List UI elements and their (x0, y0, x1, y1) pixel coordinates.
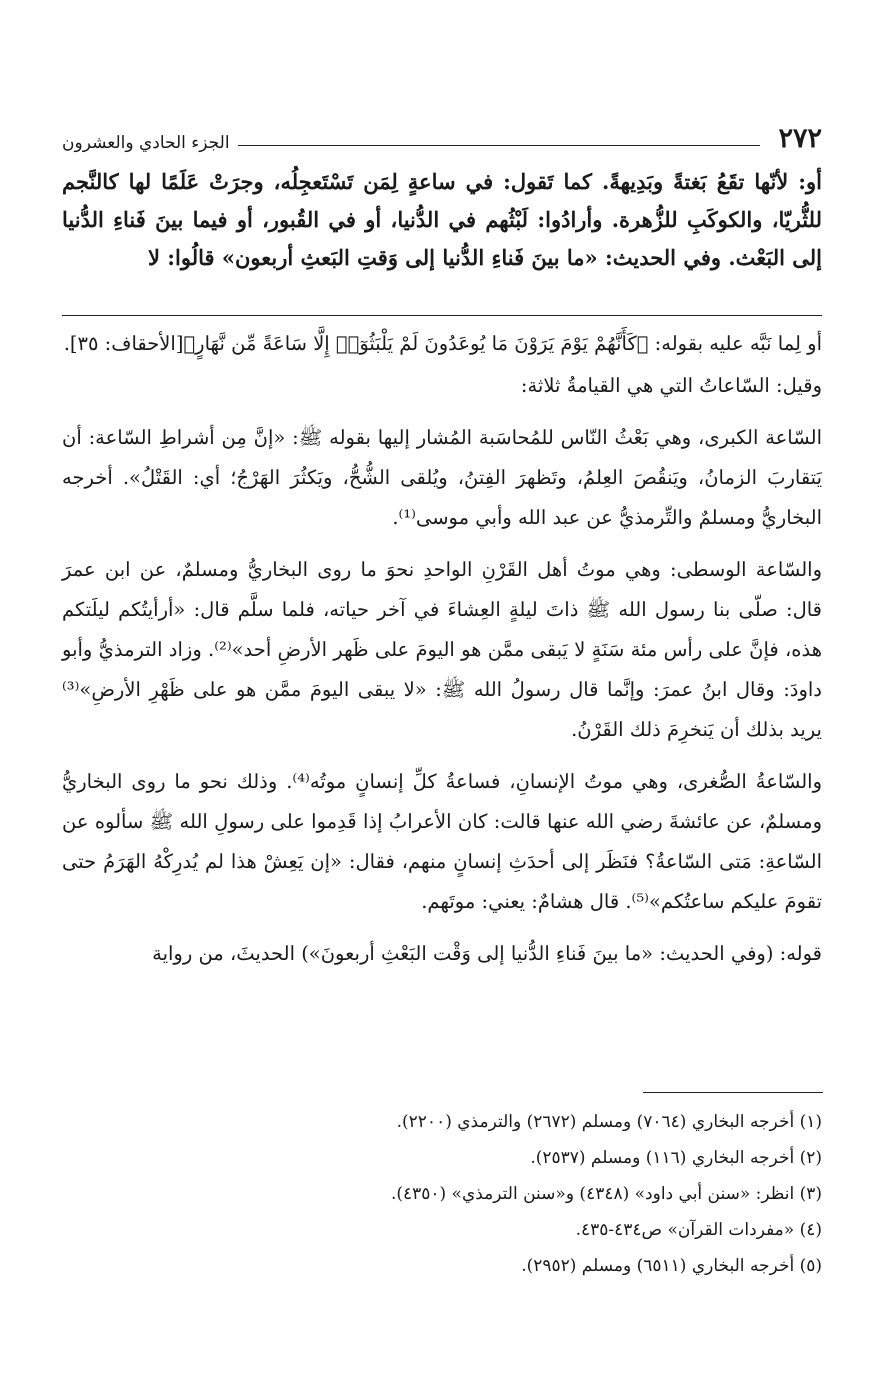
footnote-5: (٥) أخرجه البخاري (٦٥١١) ومسلم (٢٩٥٢). (521, 1256, 822, 1276)
page-header (62, 112, 822, 152)
commentary-paragraph-1: أو لِما نَبَّه عليه بقوله: ﴿كَأَنَّهُمْ يَوْمَ يَرَوْنَ مَا يُوعَدُونَ لَمْ يَلْبَثُوٓا۟ إِلَّا سَاعَةً مِّن نَّهَارٍ﴾[الأحقاف: ٣٥]. (63, 332, 822, 355)
commentary-block (62, 324, 822, 986)
footnote-4: (٤) «مفردات القرآن» ص٤٣٤-٤٣٥. (575, 1220, 822, 1240)
running-title: الجزء الحادي والعشرون (62, 133, 230, 153)
commentary-paragraph-3: السّاعة الكبرى، وهي بَعْثُ النّاس للمُحاسَبة المُشار إليها بقوله ﷺ: «إنَّ مِن أشراطِ السّاعة: أن يَتقاربَ الزمانُ، ويَنقُصَ العِلمُ، وتَظهرَ الفِتنُ، ويُلقى الشُّحُّ، ويَكثُرَ الهَرْجُ؛ أي: القَتْلُ». أخرجه البخاريُّ ومسلمٌ والتِّرمذيُّ عن عبد الله وأبي موسى⁽¹⁾. (62, 426, 822, 529)
main-text-divider (62, 315, 822, 316)
footnote-2: (٢) أخرجه البخاري (١١٦) ومسلم (٢٥٣٧). (530, 1148, 822, 1168)
footnote-3: (٣) انظر: «سنن أبي داود» (٤٣٤٨) و«سنن الترمذي» (٤٣٥٠). (390, 1184, 822, 1204)
header-rule (238, 145, 761, 146)
footnote-1: (١) أخرجه البخاري (٧٠٦٤) ومسلم (٢٦٧٢) والترمذي (٢٢٠٠). (396, 1112, 822, 1132)
commentary-paragraph-6: قوله: (وفي الحديث: «ما بينَ فَناءِ الدُّنيا إلى وَقْت البَعْثِ أربعونَ») الحديثَ، من رواية (152, 942, 822, 965)
page-number: ٢٧٢ (778, 123, 822, 154)
commentary-paragraph-5: والسّاعةُ الصُّغرى، وهي موتُ الإنسانِ، فساعةُ كلِّ إنسانٍ موتُه⁽⁴⁾. وذلك نحو ما روى البخاريُّ ومسلمٌ، عن عائشةَ رضي الله عنها قالت: كان الأعرابُ إذا قَدِموا على رسولِ الله ﷺ سألوه عن السّاعةِ: مَتى السّاعةُ؟ فنَظَر إلى أحدَثِ إنسانٍ منهم، فقال: «إن يَعِشْ هذا لم يُدرِكْهُ الهَرَمُ حتى تقومَ عليكم ساعتُكم»⁽⁵⁾. قال هشامٌ: يعني: موتَهم. (62, 770, 822, 913)
main-text-block (62, 163, 822, 277)
footnote-divider (643, 1092, 823, 1093)
main-text: أو: لأنّها تقَعُ بَغتةً وبَدِيهةً. كما تَقول: في ساعةٍ لِمَن تَسْتَعجِلُه، وجرَتْ عَلَمًا لها كالنَّجم للثُّريّا، والكوكَبِ للزُّهرة. وأرادُوا: لَبْثُهم في الدُّنيا، أو في القُبور، أو فيما بينَ فَناءِ الدُّنيا إلى البَعْث. وفي الحديث: «ما بينَ فَناءِ الدُّنيا إلى وَقتِ البَعثِ أربعون» قالُوا: لا (62, 169, 822, 270)
commentary-paragraph-4: والسّاعة الوسطى: وهي موتُ أهل القَرْنِ الواحدِ نحوَ ما روى البخاريُّ ومسلمٌ، عن ابن عمرَ قال: صلّى بنا رسول الله ﷺ ذاتَ ليلةٍ العِشاءَ في آخر حياته، فلما سلَّم قال: «أرأيتُكم ليلَتكم هذه، فإنَّ على رأس مئة سَنَةٍ لا يَبقى ممَّن هو اليومَ على ظَهر الأرضِ أحد»⁽²⁾. وزاد الترمذيُّ وأبو داودَ: وقال ابنُ عمرَ: وإنَّما قال رسولُ الله ﷺ: «لا يبقى اليومَ ممَّن هو على ظَهْرِ الأرضِ»⁽³⁾ يريد بذلك أن يَنخرِمَ ذلك القَرْنُ. (62, 558, 822, 741)
commentary-paragraph-2: وقيل: السّاعاتُ التي هي القيامةُ ثلاثة: (520, 374, 822, 397)
footnotes-block (62, 1104, 822, 1284)
